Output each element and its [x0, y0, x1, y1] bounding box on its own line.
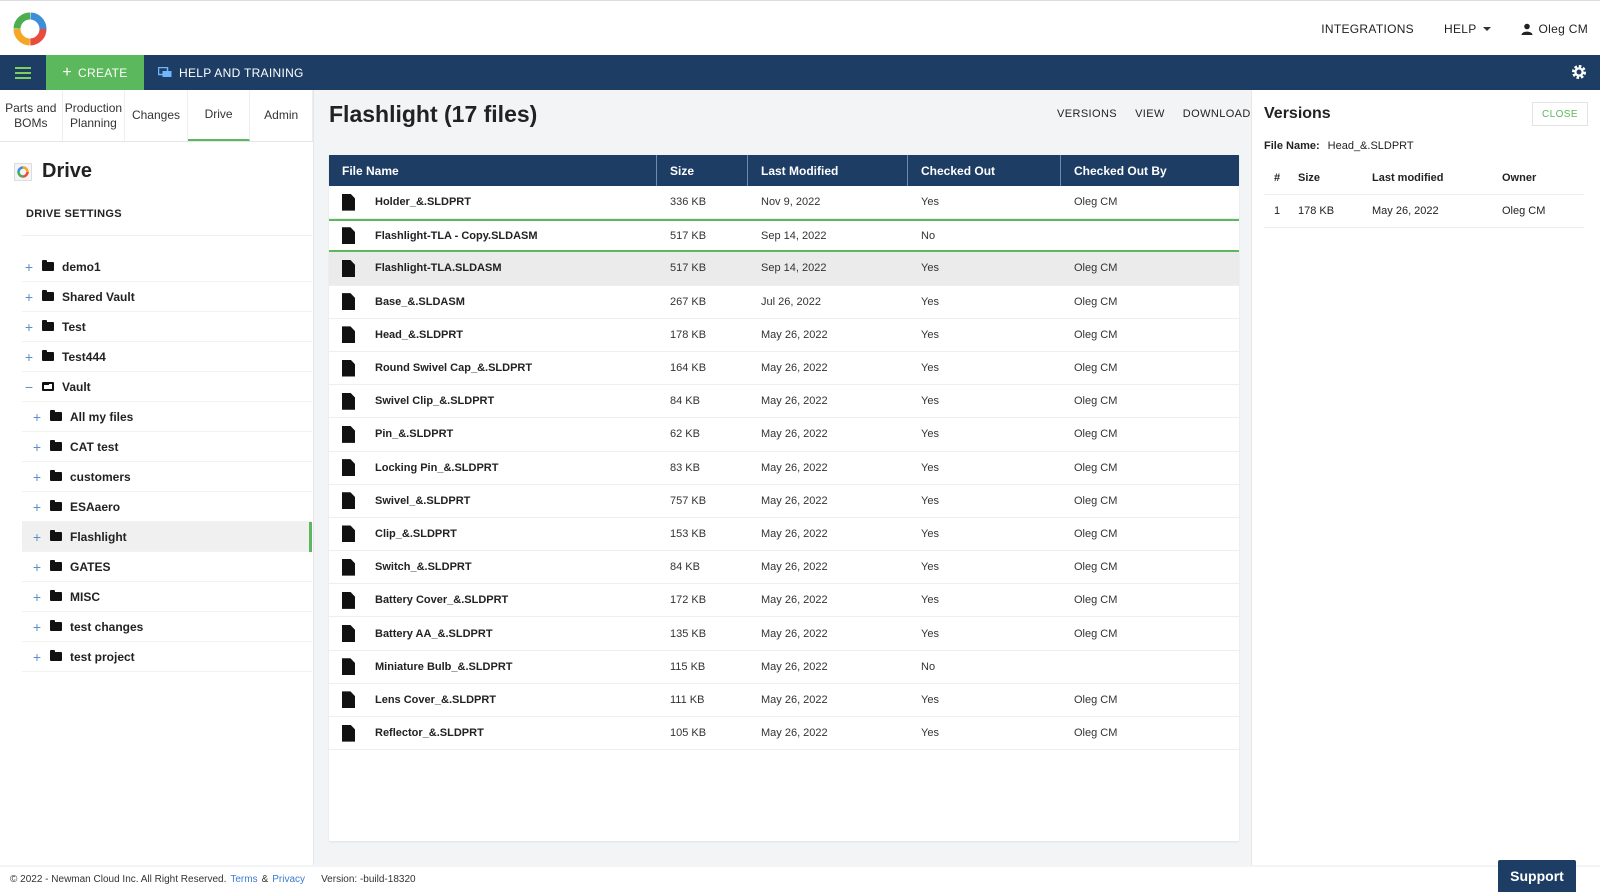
modified-cell: Sep 14, 2022	[761, 262, 827, 275]
file-name-cell[interactable]: Clip_&.SLDPRT	[329, 518, 657, 550]
checked-out-cell: Yes	[921, 395, 939, 408]
file-name-cell[interactable]: Pin_&.SLDPRT	[329, 418, 657, 450]
app-logo-icon[interactable]	[12, 11, 48, 47]
checked-out-cell: Yes	[921, 594, 939, 607]
checked-out-cell: No	[921, 660, 936, 673]
file-icon	[342, 691, 355, 708]
user-menu[interactable]: Oleg CM	[1521, 22, 1588, 36]
expand-icon[interactable]: +	[24, 348, 34, 365]
table-row[interactable]	[329, 651, 1239, 684]
tree-item-test-project[interactable]: + test project	[22, 642, 312, 672]
table-row[interactable]	[329, 286, 1239, 319]
versions-button[interactable]: VERSIONS	[1057, 108, 1118, 120]
checked-out-by-cell	[1061, 651, 1239, 683]
versions-title: Versions	[1264, 105, 1331, 122]
gear-icon[interactable]	[1570, 63, 1588, 81]
version-label: Version: -build-18320	[321, 874, 416, 885]
table-row[interactable]	[329, 584, 1239, 617]
tree-item-test444[interactable]: + Test444	[22, 342, 312, 372]
modified-cell: May 26, 2022	[761, 494, 828, 507]
tab-changes[interactable]: Changes	[125, 90, 188, 141]
nav-bar	[0, 55, 1600, 90]
versions-table	[1264, 162, 1584, 228]
checked-out-by-cell: Oleg CM	[1074, 428, 1118, 441]
modified-cell: May 26, 2022	[761, 561, 828, 574]
tab-production-planning[interactable]: Production Planning	[63, 90, 126, 141]
tab-drive[interactable]: Drive	[188, 90, 251, 141]
folder-icon	[42, 322, 54, 331]
col-size[interactable]: Size	[657, 155, 748, 186]
size-cell: 105 KB	[670, 727, 707, 740]
folder-icon	[50, 652, 62, 661]
modified-cell: May 26, 2022	[761, 693, 828, 706]
file-name-cell[interactable]: Battery AA_&.SLDPRT	[329, 617, 657, 649]
checked-out-by-cell: Oleg CM	[1074, 328, 1118, 341]
checked-out-by-cell: Oleg CM	[1074, 395, 1118, 408]
table-row[interactable]	[329, 551, 1239, 584]
checked-out-cell: Yes	[921, 494, 939, 507]
file-icon	[342, 459, 355, 476]
size-cell: 135 KB	[670, 627, 707, 640]
file-icon	[342, 592, 355, 609]
left-panel	[0, 90, 314, 865]
table-row[interactable]	[329, 617, 1239, 650]
file-name-cell[interactable]: Swivel_&.SLDPRT	[329, 485, 657, 517]
size-cell: 172 KB	[670, 594, 707, 607]
checked-out-by-cell: Oleg CM	[1074, 727, 1118, 740]
folder-icon	[50, 592, 62, 601]
file-name-cell[interactable]: Switch_&.SLDPRT	[329, 551, 657, 583]
tree-item-cat-test[interactable]: + CAT test	[22, 432, 312, 462]
file-icon	[342, 725, 355, 742]
checked-out-cell: Yes	[921, 627, 939, 640]
table-header	[329, 155, 1239, 186]
plus-icon: +	[62, 63, 73, 81]
version-file-name: File Name: Head_&.SLDPRT	[1264, 140, 1414, 152]
expand-icon[interactable]: +	[32, 498, 42, 515]
file-icon	[342, 360, 355, 377]
page-title: Drive	[14, 160, 92, 183]
expand-icon[interactable]: +	[32, 468, 42, 485]
folder-icon	[50, 442, 62, 451]
checked-out-cell: Yes	[921, 428, 939, 441]
size-cell: 517 KB	[670, 262, 707, 275]
checked-out-by-cell	[1061, 221, 1239, 250]
file-icon	[342, 492, 355, 509]
expand-icon[interactable]: +	[32, 648, 42, 665]
checked-out-by-cell: Oleg CM	[1074, 561, 1118, 574]
folder-icon	[50, 622, 62, 631]
folder-open-icon	[42, 382, 54, 391]
expand-icon[interactable]: +	[24, 288, 34, 305]
module-tabs	[0, 90, 313, 142]
tree-item-test[interactable]: + Test	[22, 312, 312, 342]
user-icon	[1521, 23, 1533, 35]
drive-settings-link[interactable]: DRIVE SETTINGS	[22, 208, 312, 236]
file-name-cell[interactable]: Flashlight-TLA - Copy.SLDASM	[329, 221, 657, 250]
table-row[interactable]	[329, 319, 1239, 352]
checked-out-cell: Yes	[921, 727, 939, 740]
file-icon	[342, 260, 355, 277]
file-icon	[342, 658, 355, 675]
close-button[interactable]: CLOSE	[1532, 102, 1588, 126]
modified-cell: May 26, 2022	[761, 328, 828, 341]
size-cell: 757 KB	[670, 494, 707, 507]
terms-link[interactable]: Terms	[230, 874, 258, 885]
table-row[interactable]	[329, 418, 1239, 451]
table-row[interactable]	[329, 717, 1239, 750]
create-button[interactable]: + CREATE	[46, 55, 144, 90]
checked-out-by-cell: Oleg CM	[1074, 627, 1118, 640]
file-icon	[342, 625, 355, 642]
checked-out-by-cell: Oleg CM	[1074, 362, 1118, 375]
support-button[interactable]: Support	[1498, 860, 1576, 892]
folder-title: Flashlight (17 files)	[329, 101, 538, 127]
checked-out-by-cell: Oleg CM	[1074, 527, 1118, 540]
folder-icon	[42, 352, 54, 361]
size-cell: 84 KB	[670, 561, 700, 574]
checked-out-cell: Yes	[921, 295, 939, 308]
checked-out-cell: Yes	[921, 328, 939, 341]
checked-out-cell: Yes	[921, 693, 939, 706]
modified-cell: May 26, 2022	[761, 660, 828, 673]
checked-out-cell: Yes	[921, 461, 939, 474]
folder-icon	[50, 502, 62, 511]
help-training-button[interactable]: HELP AND TRAINING	[144, 55, 304, 90]
files-table	[329, 155, 1239, 841]
tree-item-shared-vault[interactable]: + Shared Vault	[22, 282, 312, 312]
checked-out-by-cell: Oleg CM	[1074, 461, 1118, 474]
checked-out-by-cell: Oleg CM	[1074, 295, 1118, 308]
modified-cell: May 26, 2022	[761, 428, 828, 441]
checked-out-by-cell: Oleg CM	[1074, 594, 1118, 607]
chat-icon	[158, 67, 172, 79]
file-icon	[342, 326, 355, 343]
modified-cell: Jul 26, 2022	[761, 295, 821, 308]
table-row[interactable]	[329, 518, 1239, 551]
size-cell: 336 KB	[670, 196, 707, 209]
col-file-name[interactable]: File Name	[329, 155, 657, 186]
folder-icon	[50, 412, 62, 421]
privacy-link[interactable]: Privacy	[272, 874, 306, 885]
file-name-cell[interactable]: Swivel Clip_&.SLDPRT	[329, 385, 657, 417]
tree-item-test-changes[interactable]: + test changes	[22, 612, 312, 642]
menu-icon[interactable]	[0, 55, 46, 90]
file-icon	[342, 426, 355, 443]
file-name-cell[interactable]: Flashlight-TLA.SLDASM	[329, 252, 657, 284]
versions-panel	[1251, 90, 1600, 865]
version-row[interactable]: 1 178 KB May 26, 2022 Oleg CM	[1264, 195, 1584, 228]
folder-tree	[22, 252, 312, 672]
size-cell: 111 KB	[670, 693, 705, 706]
expand-icon[interactable]: +	[32, 588, 42, 605]
expand-icon[interactable]: +	[32, 408, 42, 425]
table-row[interactable]	[329, 385, 1239, 418]
help-menu[interactable]: HELP	[1444, 22, 1491, 36]
size-cell: 83 KB	[670, 461, 700, 474]
col-checked-out-by[interactable]: Checked Out By	[1074, 163, 1167, 178]
file-icon	[342, 525, 355, 542]
folder-icon	[50, 562, 62, 571]
integrations-link[interactable]: INTEGRATIONS	[1321, 21, 1414, 36]
table-row[interactable]	[329, 352, 1239, 385]
tree-item-customers[interactable]: + customers	[22, 462, 312, 492]
expand-icon[interactable]: +	[32, 438, 42, 455]
table-row[interactable]	[329, 485, 1239, 518]
file-icon	[342, 293, 355, 310]
file-name-cell[interactable]: Battery Cover_&.SLDPRT	[329, 584, 657, 616]
file-name-cell[interactable]: Head_&.SLDPRT	[329, 319, 657, 351]
size-cell: 178 KB	[670, 328, 707, 341]
table-row[interactable]	[329, 219, 1239, 252]
file-name-cell[interactable]: Reflector_&.SLDPRT	[329, 717, 657, 749]
expand-icon[interactable]: +	[24, 318, 34, 335]
tree-item-gates[interactable]: + GATES	[22, 552, 312, 582]
file-name-cell[interactable]: Holder_&.SLDPRT	[329, 186, 657, 218]
tree-item-vault[interactable]: − Vault	[22, 372, 312, 402]
modified-cell: May 26, 2022	[761, 594, 828, 607]
modified-cell: May 26, 2022	[761, 461, 828, 474]
tab-parts-boms[interactable]: Parts and BOMs	[0, 90, 63, 141]
table-row[interactable]	[329, 252, 1239, 285]
size-cell: 115 KB	[670, 660, 706, 673]
folder-icon	[42, 262, 54, 271]
folder-icon	[42, 292, 54, 301]
checked-out-by-cell: Oleg CM	[1074, 262, 1118, 275]
file-name-cell[interactable]: Lens Cover_&.SLDPRT	[329, 684, 657, 716]
file-icon	[342, 393, 355, 410]
file-icon	[342, 227, 355, 244]
checked-out-by-cell: Oleg CM	[1074, 494, 1118, 507]
modified-cell: Sep 14, 2022	[761, 229, 827, 242]
col-checked-out[interactable]: Checked Out	[908, 155, 1061, 186]
table-row[interactable]	[329, 684, 1239, 717]
tree-item-flashlight[interactable]: + Flashlight	[22, 522, 312, 552]
checked-out-by-cell: Oleg CM	[1074, 196, 1118, 209]
size-cell: 267 KB	[670, 295, 707, 308]
checked-out-cell: No	[921, 229, 936, 242]
footer: © 2022 - Newman Cloud Inc. All Right Reserved. Terms & Privacy Version: -build-18320	[0, 867, 1600, 892]
tree-item-demo1[interactable]: + demo1	[22, 252, 312, 282]
checked-out-cell: Yes	[921, 262, 939, 275]
versions-header: # Size Last modified Owner	[1264, 162, 1584, 195]
table-row[interactable]	[329, 452, 1239, 485]
file-name-cell[interactable]: Round Swivel Cap_&.SLDPRT	[329, 352, 657, 384]
file-name-cell[interactable]: Locking Pin_&.SLDPRT	[329, 452, 657, 484]
checked-out-cell: Yes	[921, 527, 939, 540]
folder-icon	[50, 532, 62, 541]
modified-cell: May 26, 2022	[761, 727, 828, 740]
chevron-down-icon	[1483, 27, 1491, 31]
file-actions	[1057, 108, 1251, 120]
modified-cell: May 26, 2022	[761, 527, 828, 540]
file-name-cell[interactable]: Miniature Bulb_&.SLDPRT	[329, 651, 657, 683]
modified-cell: May 26, 2022	[761, 627, 828, 640]
table-body	[329, 186, 1239, 750]
tree-item-misc[interactable]: + MISC	[22, 582, 312, 612]
tab-admin[interactable]: Admin	[250, 90, 313, 141]
modified-cell: Nov 9, 2022	[761, 196, 821, 209]
expand-icon[interactable]: +	[32, 558, 42, 575]
collapse-icon[interactable]: −	[24, 378, 34, 395]
checked-out-cell: Yes	[921, 196, 939, 209]
tree-item-all-my-files[interactable]: + All my files	[22, 402, 312, 432]
size-cell: 62 KB	[670, 428, 700, 441]
file-icon	[342, 194, 355, 211]
expand-icon[interactable]: +	[32, 618, 42, 635]
top-bar	[0, 0, 1600, 55]
checked-out-cell: Yes	[921, 362, 939, 375]
modified-cell: May 26, 2022	[761, 395, 828, 408]
expand-icon[interactable]: +	[24, 258, 34, 275]
size-cell: 517 KB	[670, 229, 707, 242]
view-button[interactable]: VIEW	[1135, 108, 1165, 120]
table-row[interactable]	[329, 186, 1239, 219]
modified-cell: May 26, 2022	[761, 362, 828, 375]
checked-out-by-cell: Oleg CM	[1074, 693, 1118, 706]
file-name-cell[interactable]: Base_&.SLDASM	[329, 286, 657, 318]
size-cell: 153 KB	[670, 527, 707, 540]
size-cell: 164 KB	[670, 362, 707, 375]
file-icon	[342, 559, 355, 576]
expand-icon[interactable]: +	[32, 528, 42, 545]
col-last-modified[interactable]: Last Modified	[748, 155, 908, 186]
size-cell: 84 KB	[670, 395, 700, 408]
drive-icon	[14, 163, 32, 181]
tree-item-esaaero[interactable]: + ESAaero	[22, 492, 312, 522]
folder-icon	[50, 472, 62, 481]
checked-out-cell: Yes	[921, 561, 939, 574]
download-button[interactable]: DOWNLOAD	[1182, 108, 1251, 120]
